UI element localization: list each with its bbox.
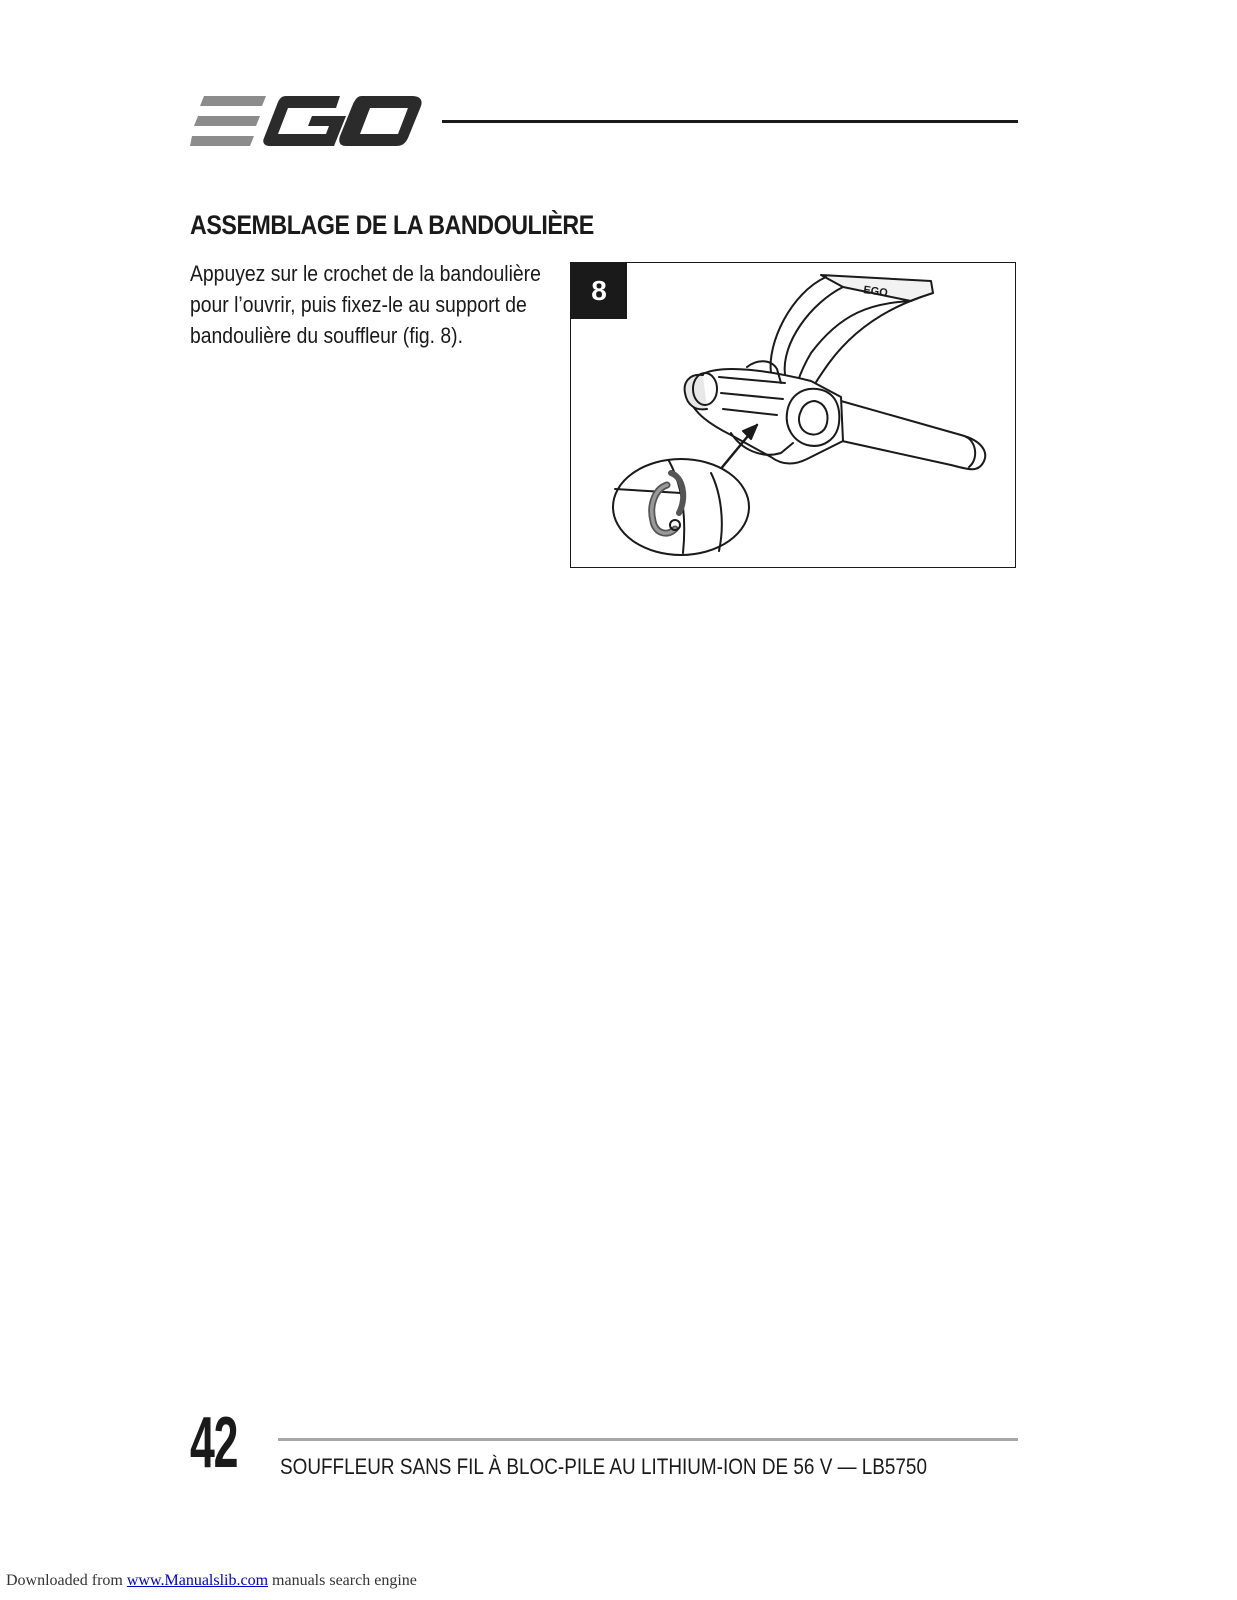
download-suffix: manuals search engine [268, 1572, 417, 1589]
blower-strap-illustration [571, 263, 1017, 569]
strap-label: EGO [862, 284, 889, 300]
section-heading: ASSEMBLAGE DE LA BANDOULIÈRE [190, 210, 594, 240]
footer-title: SOUFFLEUR SANS FIL À BLOC-PILE AU LITHIUM-ION DE 56 V — LB5750 [280, 1454, 927, 1479]
section-body: Appuyez sur le crochet de la bandoulière pour l’ouvrir, puis fixez-le au support de bandoulière du souffleur (fig. 8). [190, 261, 541, 348]
ego-logo [190, 94, 422, 148]
page-number: 42 [190, 1403, 238, 1483]
download-prefix: Downloaded from [6, 1572, 127, 1589]
figure-8 [570, 262, 1016, 568]
header-rule [442, 120, 1018, 123]
manualslib-link[interactable]: www.Manualslib.com [126, 1572, 269, 1589]
download-note [6, 1572, 417, 1590]
footer-rule [278, 1438, 1018, 1441]
figure-number: 8 [571, 263, 627, 319]
